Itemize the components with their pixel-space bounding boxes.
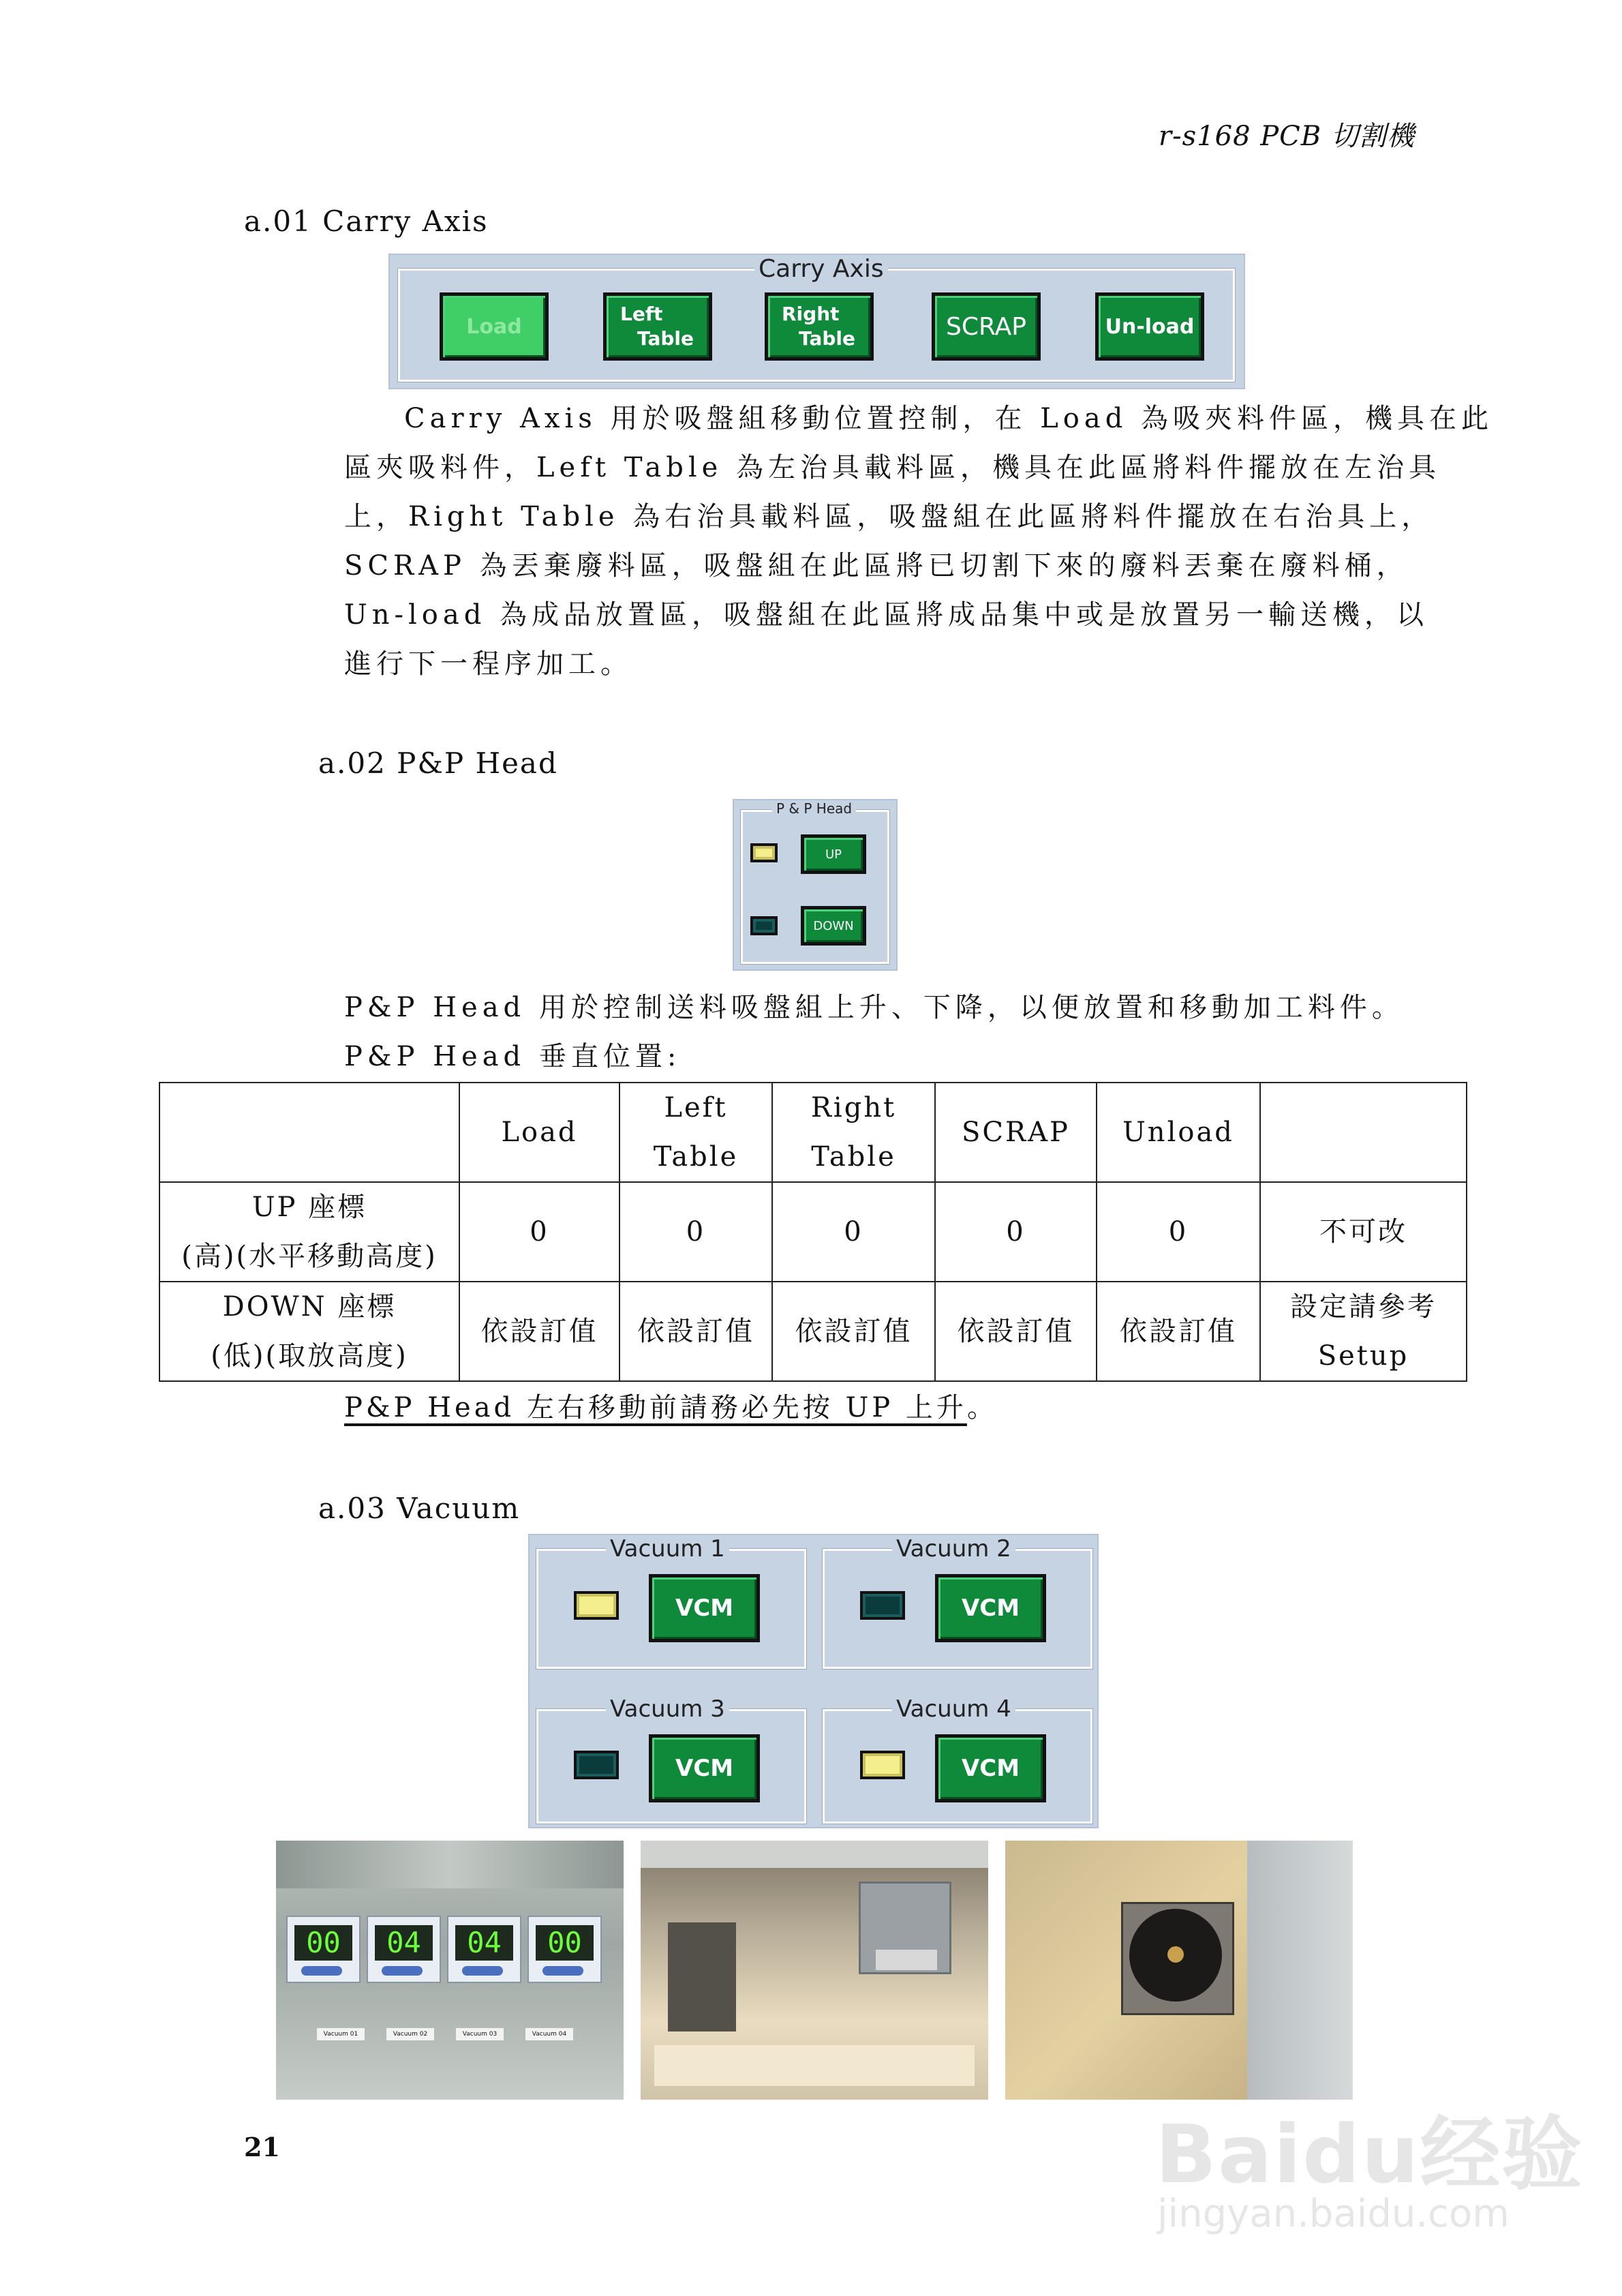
vacuum-1-vcm-button[interactable]: VCM (649, 1574, 760, 1642)
table-row (159, 1182, 1467, 1282)
vacuum-3-indicator-icon (574, 1751, 619, 1779)
gauge-buttons-icon (301, 1966, 342, 1976)
gauge-readout: 00 (536, 1925, 594, 1961)
machine-interior-photo (641, 1841, 988, 2100)
table-header-cell (159, 1083, 459, 1182)
vacuum-4-title: Vacuum 4 (892, 1695, 1015, 1723)
gauge-1 (286, 1916, 361, 1983)
gauge-buttons-icon (542, 1966, 583, 1976)
unload-button[interactable]: Un-load (1095, 292, 1204, 361)
row-label: (高)(水平移動高度) (181, 1241, 438, 1272)
gauge-readout: 04 (375, 1925, 433, 1961)
table-base (654, 2045, 975, 2086)
right-table-label-line1: Right (782, 303, 840, 325)
vacuum-2-title: Vacuum 2 (892, 1535, 1015, 1562)
table-cell: 0 (619, 1182, 772, 1282)
load-button[interactable]: Load (440, 292, 549, 361)
pp-head-desc-line: P&P Head 用於控制送料吸盤組上升、下降，以便放置和移動加工料件。 (344, 992, 1404, 1023)
carry-axis-description (344, 394, 1494, 689)
spindle-area (668, 1922, 736, 2031)
pp-head-panel (733, 799, 898, 971)
vacuum-4-vcm-button[interactable]: VCM (935, 1734, 1046, 1802)
gauge-2 (367, 1916, 441, 1983)
left-table-label-line1: Left (620, 303, 663, 325)
vacuum-2-vcm-button[interactable]: VCM (935, 1574, 1046, 1642)
carry-axis-desc-line: Carry Axis 用於吸盤組移動位置控制，在 Load 為吸夾料件區，機具在此 (404, 403, 1494, 434)
connector-pin-icon (1167, 1946, 1184, 1963)
gauge-4 (527, 1916, 602, 1983)
table-cell: 設定請參考 Setup (1260, 1282, 1467, 1381)
up-indicator-icon (750, 843, 778, 862)
pp-head-note-end: 。 (966, 1392, 998, 1423)
side-panel (1247, 1841, 1353, 2100)
row-label: DOWN 座標 (222, 1291, 397, 1323)
page-number: 21 (244, 2132, 280, 2162)
pp-head-note (344, 1386, 998, 1425)
pp-head-note-text: P&P Head 左右移動前請務必先按 UP 上升 (344, 1392, 967, 1423)
up-button[interactable]: UP (801, 834, 866, 874)
table-cell: 不可改 (1260, 1182, 1467, 1282)
table-header-cell (619, 1083, 772, 1182)
vacuum-connector-photo (1005, 1841, 1353, 2100)
right-table-button[interactable] (765, 292, 874, 361)
header-text: Unload (1122, 1117, 1234, 1148)
baidu-watermark-url: jingyan.baidu.com (1157, 2192, 1510, 2236)
table-cell: 依設訂值 (935, 1282, 1097, 1381)
right-table-label-line2: Table (798, 327, 855, 350)
gauge-label: Vacuum 04 (525, 2028, 573, 2040)
header-text: Load (501, 1117, 578, 1148)
table-cell: 依設訂值 (1097, 1282, 1260, 1381)
vacuum-3-title: Vacuum 3 (606, 1695, 729, 1723)
vacuum-2-indicator-icon (860, 1591, 905, 1620)
table-header-row (159, 1083, 1467, 1182)
table-header-cell (772, 1083, 935, 1182)
carry-axis-panel (388, 254, 1245, 389)
photo-frame-top (641, 1841, 988, 1868)
row-label: (低)(取放高度) (211, 1340, 408, 1372)
pp-head-table-caption: P&P Head 垂直位置: (344, 1041, 682, 1072)
down-button[interactable]: DOWN (801, 906, 866, 946)
carry-axis-title: Carry Axis (754, 255, 888, 283)
row-label-cell (159, 1282, 459, 1381)
vacuum-gauges-photo (276, 1841, 624, 2100)
header-text: Left (664, 1092, 728, 1123)
table-row (159, 1282, 1467, 1381)
gauge-buttons-icon (382, 1966, 423, 1976)
vacuum-1-title: Vacuum 1 (606, 1535, 729, 1562)
table-cell: 0 (935, 1182, 1097, 1282)
table-cell: 0 (772, 1182, 935, 1282)
table-cell: 依設訂值 (619, 1282, 772, 1381)
table-header-cell (1260, 1083, 1467, 1182)
baidu-watermark-logo: Baidu经验 (1155, 2107, 1584, 2201)
left-table-label-line2: Table (637, 327, 694, 350)
vacuum-block (876, 1950, 937, 1970)
carry-axis-desc-line: Un-load 為成品放置區，吸盤組在此區將成品集中或是放置另一輸送機，以 (344, 599, 1429, 631)
down-indicator-icon (750, 916, 778, 935)
table-header-cell (459, 1083, 619, 1182)
gauge-3 (447, 1916, 521, 1983)
pp-head-title: P & P Head (772, 800, 856, 817)
table-cell: 依設訂值 (459, 1282, 619, 1381)
header-text: Right (810, 1092, 897, 1123)
table-cell: 0 (459, 1182, 619, 1282)
left-table-button[interactable] (603, 292, 712, 361)
row-label: UP 座標 (251, 1192, 367, 1223)
document-header-title: r-s168 PCB 切割機 (1159, 121, 1415, 152)
scrap-button[interactable]: SCRAP (932, 292, 1041, 361)
photo-panel-top (276, 1841, 624, 1888)
vacuum-panel (528, 1534, 1099, 1828)
row-label-cell (159, 1182, 459, 1282)
header-text: SCRAP (962, 1117, 1070, 1148)
carry-axis-desc-line: 上，Right Table 為右治具載料區，吸盤組在此區將料件擺放在右治具上， (344, 501, 1434, 532)
section-heading-carry-axis: a.01 Carry Axis (244, 205, 489, 238)
gauge-label: Vacuum 03 (456, 2028, 504, 2040)
vacuum-3-vcm-button[interactable]: VCM (649, 1734, 760, 1802)
gauge-label: Vacuum 02 (386, 2028, 434, 2040)
gauge-label: Vacuum 01 (317, 2028, 365, 2040)
gauge-readout: 04 (455, 1925, 513, 1961)
gauge-buttons-icon (462, 1966, 503, 1976)
table-cell: 0 (1097, 1182, 1260, 1282)
carry-axis-desc-line: 區夾吸料件，Left Table 為左治具載料區，機具在此區將料件擺放在左治具 (344, 452, 1441, 483)
carry-axis-desc-line: 進行下一程序加工。 (344, 648, 632, 680)
table-header-cell (935, 1083, 1097, 1182)
vacuum-1-indicator-icon (574, 1591, 619, 1620)
section-heading-pp-head: a.02 P&P Head (318, 746, 558, 780)
section-heading-vacuum: a.03 Vacuum (318, 1492, 521, 1525)
table-cell: 依設訂值 (772, 1282, 935, 1381)
table-header-cell (1097, 1083, 1260, 1182)
pp-head-position-table (159, 1082, 1467, 1382)
vacuum-4-indicator-icon (860, 1751, 905, 1779)
carry-axis-desc-line: SCRAP 為丟棄廢料區，吸盤組在此區將已切割下來的廢料丟棄在廢料桶， (344, 550, 1409, 581)
header-text: Table (811, 1141, 896, 1173)
gauge-readout: 00 (294, 1925, 352, 1961)
pp-head-description (344, 983, 1435, 1081)
header-text: Table (653, 1141, 739, 1173)
